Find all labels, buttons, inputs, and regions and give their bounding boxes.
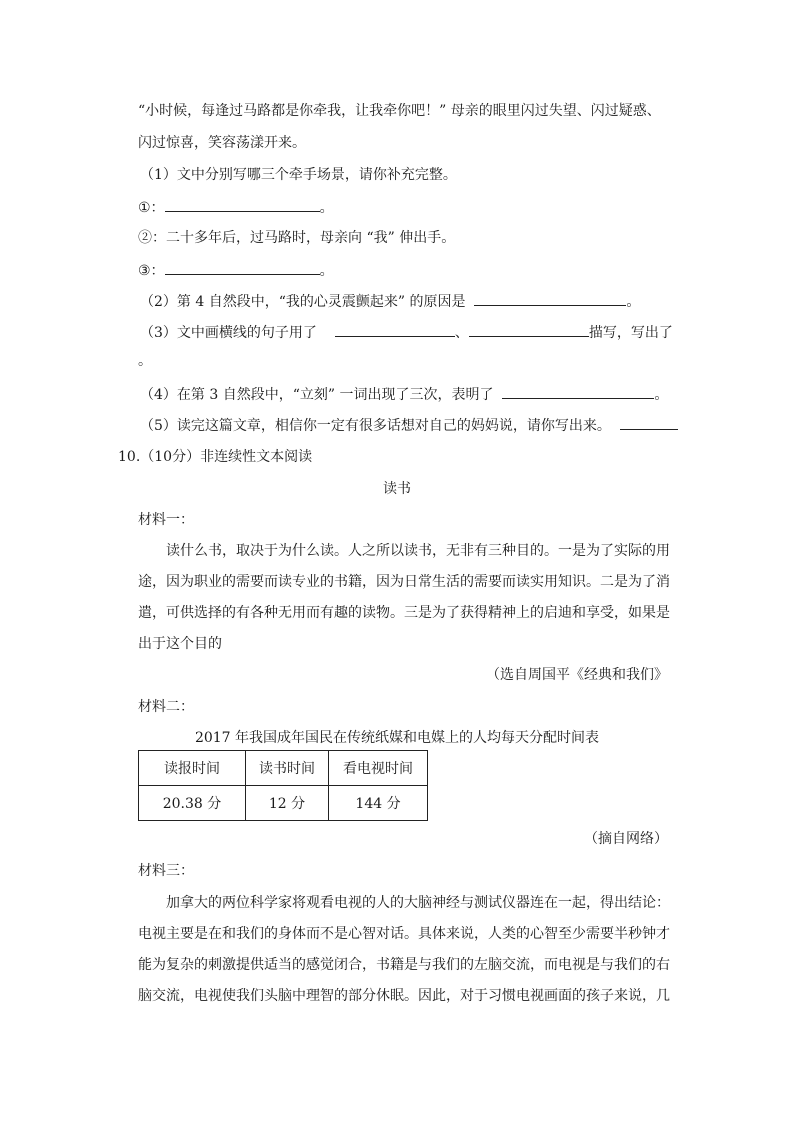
section-title: 读书 — [383, 481, 411, 497]
table-header-cell: 读书时间 — [246, 751, 329, 786]
q3-sep: 、 — [454, 325, 469, 341]
q2-prompt: （2）第 4 自然段中，“我的心灵震颤起来” 的原因是 — [140, 294, 466, 310]
table-cell: 12 分 — [246, 786, 329, 821]
material-1-source: （选自周国平《经典和我们》 — [486, 667, 668, 683]
q5-prompt: （5）读完这篇文章，相信你一定有很多话想对自己的妈妈说，请你写出来。 — [140, 418, 611, 434]
q10-header: 10.（10分）非连续性文本阅读 — [118, 449, 313, 465]
material-3-line: 能为复杂的刺激提供适当的感觉闭合，书籍是与我们的左脑交流，而电视是与我们的右 — [138, 957, 670, 973]
table-header-cell: 看电视时间 — [329, 751, 428, 786]
table-cell: 20.38 分 — [139, 786, 246, 821]
answer-blank[interactable] — [502, 384, 654, 399]
q1-item-1 — [138, 197, 334, 218]
answer-blank[interactable] — [469, 322, 589, 337]
answer-blank[interactable] — [620, 415, 678, 430]
q1-item-2: ②：二十多年后，过马路时，母亲向 “我” 伸出手。 — [138, 230, 456, 246]
q1-prompt: （1）文中分别写哪三个牵手场景，请你补充完整。 — [140, 167, 457, 183]
material-3-line: 脑交流，电视使我们头脑中理智的部分休眠。因此，对于习惯电视画面的孩子来说，几 — [138, 988, 670, 1004]
q1-item-3 — [138, 260, 334, 281]
answer-blank[interactable] — [474, 291, 626, 306]
table-caption: 2017 年我国成年国民在传统纸媒和电媒上的人均每天分配时间表 — [194, 730, 600, 746]
answer-blank[interactable] — [165, 197, 320, 212]
q2 — [140, 291, 640, 312]
q1-item-1-label: ①： — [138, 200, 165, 216]
end-mark: 。 — [654, 387, 669, 403]
q5 — [140, 415, 678, 436]
end-mark: 。 — [626, 294, 641, 310]
table-cell: 144 分 — [329, 786, 428, 821]
material-3-line: 加拿大的两位科学家将观看电视的人的大脑神经与测试仪器连在一起，得出结论： — [166, 895, 670, 911]
table-header-row — [139, 751, 428, 786]
q4-prompt: （4）在第 3 自然段中，“立刻” 一词出现了三次，表明了 — [140, 387, 494, 403]
material-3-line: 电视主要是在和我们的身体而不是心智对话。具体来说，人类的心智至少需要半秒钟才 — [138, 926, 670, 942]
q4 — [140, 384, 668, 405]
material-1-line: 出于这个目的 — [138, 636, 222, 652]
material-2-label: 材料二： — [138, 699, 194, 715]
material-1-line: 遣，可供选择的有各种无用而有趣的读物。三是为了获得精神上的启迪和享受，如果是 — [138, 605, 670, 621]
q3-suffix: 描写，写出了 — [588, 325, 673, 341]
table-row — [139, 786, 428, 821]
material-1-line: 读什么书，取决于为什么读。人之所以读书，无非有三种目的。一是为了实际的用 — [166, 543, 670, 559]
material-2-source: （摘自网络） — [584, 831, 668, 847]
passage-line-1: “小时候，每逢过马路都是你牵我，让我牵你吧！” 母亲的眼里闪过失望、闪过疑惑、 — [138, 103, 661, 119]
end-mark: 。 — [319, 263, 334, 279]
material-1-line: 途，因为职业的需要而读专业的书籍，因为日常生活的需要而读实用知识。二是为了消 — [138, 574, 670, 590]
q3-line-2: 。 — [138, 353, 152, 369]
material-1-label: 材料一： — [138, 512, 194, 528]
q1-item-3-label: ③： — [138, 263, 165, 279]
end-mark: 。 — [319, 200, 334, 216]
table-header-cell: 读报时间 — [139, 751, 246, 786]
q3 — [140, 322, 673, 343]
material-3-label: 材料三： — [138, 863, 194, 879]
q3-prompt: （3）文中画横线的句子用了 — [140, 325, 317, 341]
passage-line-2: 闪过惊喜，笑容荡漾开来。 — [138, 135, 306, 151]
time-allocation-table — [138, 750, 428, 821]
answer-blank[interactable] — [165, 260, 320, 275]
answer-blank[interactable] — [335, 322, 455, 337]
